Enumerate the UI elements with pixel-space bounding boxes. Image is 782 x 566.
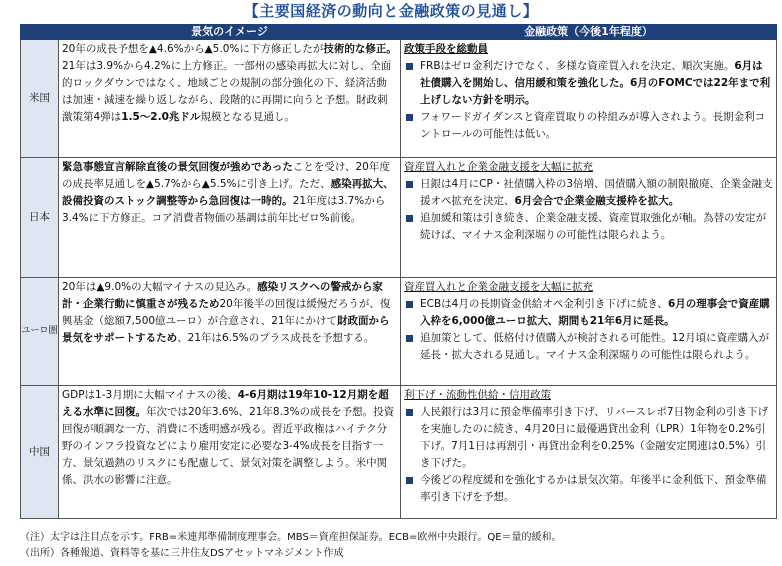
list-item xyxy=(404,296,773,330)
list-item xyxy=(404,176,773,210)
policy-text: 追加策として、低格付け債購入が検討される可能性。12月頃に資産購入が延長・拡大される見通し。マイナス金利深堀りの可能性は限られよう。 xyxy=(420,332,770,361)
region-label: 日本 xyxy=(21,158,59,278)
economy-text: 規模となる見通し。 xyxy=(200,111,295,123)
economy-text: 、21年は6.5%のプラス成長を予想する。 xyxy=(177,332,375,344)
square-bullet-icon xyxy=(406,215,413,222)
list-item xyxy=(404,472,773,506)
policy-text: 人民銀行は3月に預金準備率引き下げ、リバースレポ7日物金利の引き下げを実施したのに続き、4月20日に最優遇貸出金利（LPR）1年物を0.2%引下げ。7月1日は再割引・再貸出金利を0.25%（金融安定関連は0.5%）引き下げた。 xyxy=(420,406,769,469)
policy-heading: 資産買入れと企業金融支援を大幅に拡充 xyxy=(404,281,593,293)
economy-text: 21年は3.9%から4.2%に上方修正。一部州の感染再拡大に対し、全面的ロックダウンではなく、地域ごとの規制の部分強化の下、経済活動は加速・減速を繰り返しながら、段階的に再開に向うと予想。財政刺激策第4弾は xyxy=(62,60,392,123)
square-bullet-icon xyxy=(406,63,413,70)
square-bullet-icon xyxy=(406,181,413,188)
policy-cell xyxy=(401,278,777,386)
economy-text: 技術的な修正。 xyxy=(323,43,397,55)
policy-cell xyxy=(401,386,777,519)
header-policy: 金融政策（今後1年程度） xyxy=(401,25,777,40)
table-row xyxy=(21,278,777,386)
footnote-source: （出所）各種報道、資料等を基に三井住友DSアセットマネジメント作成 xyxy=(20,548,344,559)
economy-text: 感染再拡大、設備投資のストック調整等から急回復は一時的。 xyxy=(62,178,394,207)
policy-list xyxy=(404,58,773,143)
economy-cell xyxy=(59,386,401,519)
policy-cell xyxy=(401,40,777,158)
economy-text: 20年後半の回復は緩慢だろうが、復興基金（総額7,500億ユーロ）が合意され、21年にかけて xyxy=(62,298,391,327)
economy-text: 感染リスクへの警戒から家計・企業行動に慎重さが残るため xyxy=(62,281,383,310)
policy-text: 今後どの程度緩和を強化するかは景気次第。年後半に金利低下、預金準備率引き下げを予想。 xyxy=(420,474,767,503)
policy-text: フォワードガイダンスと資産買取りの枠組みが導入されよう。長期金利コントロールの可能性は低い。 xyxy=(420,111,766,140)
list-item xyxy=(404,330,773,364)
region-label: 米国 xyxy=(21,40,59,158)
square-bullet-icon xyxy=(406,409,413,416)
policy-cell xyxy=(401,158,777,278)
policy-text: 6月会合で企業金融支援枠を拡大。 xyxy=(514,195,680,207)
policy-text: 日銀は4月にCP・社債購入枠の3倍増、国債購入額の制限撤廃、企業金融支援オペ拡充を決定、 xyxy=(420,178,773,207)
footnotes xyxy=(20,530,776,562)
list-item xyxy=(404,58,773,109)
list-item xyxy=(404,210,773,244)
policy-list xyxy=(404,404,773,506)
table-row xyxy=(21,158,777,278)
list-item xyxy=(404,109,773,143)
economy-text: 20年は▲9.0%の大幅マイナスの見込み。 xyxy=(62,281,258,293)
economy-text: ことを受け、20年度の成長率見通しを▲5.7%から▲5.5%に引き上げ。ただ、 xyxy=(62,161,390,190)
economy-text: 21年度は3.7%から3.4%に下方修正。コア消費者物価の基調は前年比ゼロ%前後。 xyxy=(62,195,386,224)
table-row xyxy=(21,386,777,519)
economy-text: 年次では20年3.6%、21年8.3%の成長を予想。投資回復が順調な一方、消費に不透明感が残る。習近平政権はハイテク分野のインフラ投資などにより雇用安定に必要な3-4%成長を目指す一方、景気過熱のリスクにも配慮して、景気対策を調整しよう。米中関係、洪水の影響に注意。 xyxy=(62,406,395,486)
economy-cell xyxy=(59,158,401,278)
square-bullet-icon xyxy=(406,477,413,484)
footnote-note: （注）太字は注目点を示す。FRB=米連邦準備制度理事会。MBS＝資産担保証券。ECB=欧州中央銀行。QE＝量的緩和。 xyxy=(20,532,562,543)
economy-text: 1.5～2.0兆ドル xyxy=(121,111,201,123)
policy-text: 6月は社債購入を開始し、信用緩和策を強化した。6月のFOMCでは22年まで利上げしない方針を明示。 xyxy=(420,60,771,106)
header-economy: 景気のイメージ xyxy=(59,25,401,40)
economy-text: 緊急事態宣言解除直後の景気回復が強めであった xyxy=(62,161,293,173)
square-bullet-icon xyxy=(406,335,413,342)
table-header-row xyxy=(21,25,777,40)
policy-text: FRBはゼロ金利だけでなく、多様な資産買入れを決定、順次実施。 xyxy=(420,60,735,72)
economy-cell xyxy=(59,278,401,386)
region-label: ユーロ圏 xyxy=(21,278,59,386)
economy-cell xyxy=(59,40,401,158)
economy-text: 4-6月期は19年10-12月期を超える水準に回復。 xyxy=(62,389,389,418)
policy-text: 6月の理事会で資産購入枠を6,000億ユーロ拡大、期間も21年6月に延長。 xyxy=(420,298,770,327)
economy-text: GDPは1-3月期に大幅マイナスの後、 xyxy=(62,389,238,401)
policy-heading: 政策手段を総動員 xyxy=(404,43,488,55)
header-region xyxy=(21,25,59,40)
policy-text: 追加緩和策は引き続き、企業金融支援、資産買取強化が軸。為替の安定が続けば、マイナス金利深堀りの可能性は限られよう。 xyxy=(420,212,767,241)
policy-list xyxy=(404,176,773,244)
square-bullet-icon xyxy=(406,301,413,308)
region-label: 中国 xyxy=(21,386,59,519)
outlook-table xyxy=(20,24,777,519)
policy-heading: 利下げ・流動性供給・信用政策 xyxy=(404,389,551,401)
economy-text: 20年の成長予想を▲4.6%から▲5.0%に下方修正したが xyxy=(62,43,324,55)
table-row xyxy=(21,40,777,158)
list-item xyxy=(404,404,773,472)
square-bullet-icon xyxy=(406,114,413,121)
page-title: 【主要国経済の動向と金融政策の見通し】 xyxy=(243,2,539,20)
policy-text: ECBは4月の長期資金供給オペ金利引き下げに続き、 xyxy=(420,298,668,310)
policy-list xyxy=(404,296,773,364)
economy-text: 財政面から景気をサポートするため xyxy=(62,315,390,344)
policy-heading: 資産買入れと企業金融支援を大幅に拡充 xyxy=(404,161,593,173)
